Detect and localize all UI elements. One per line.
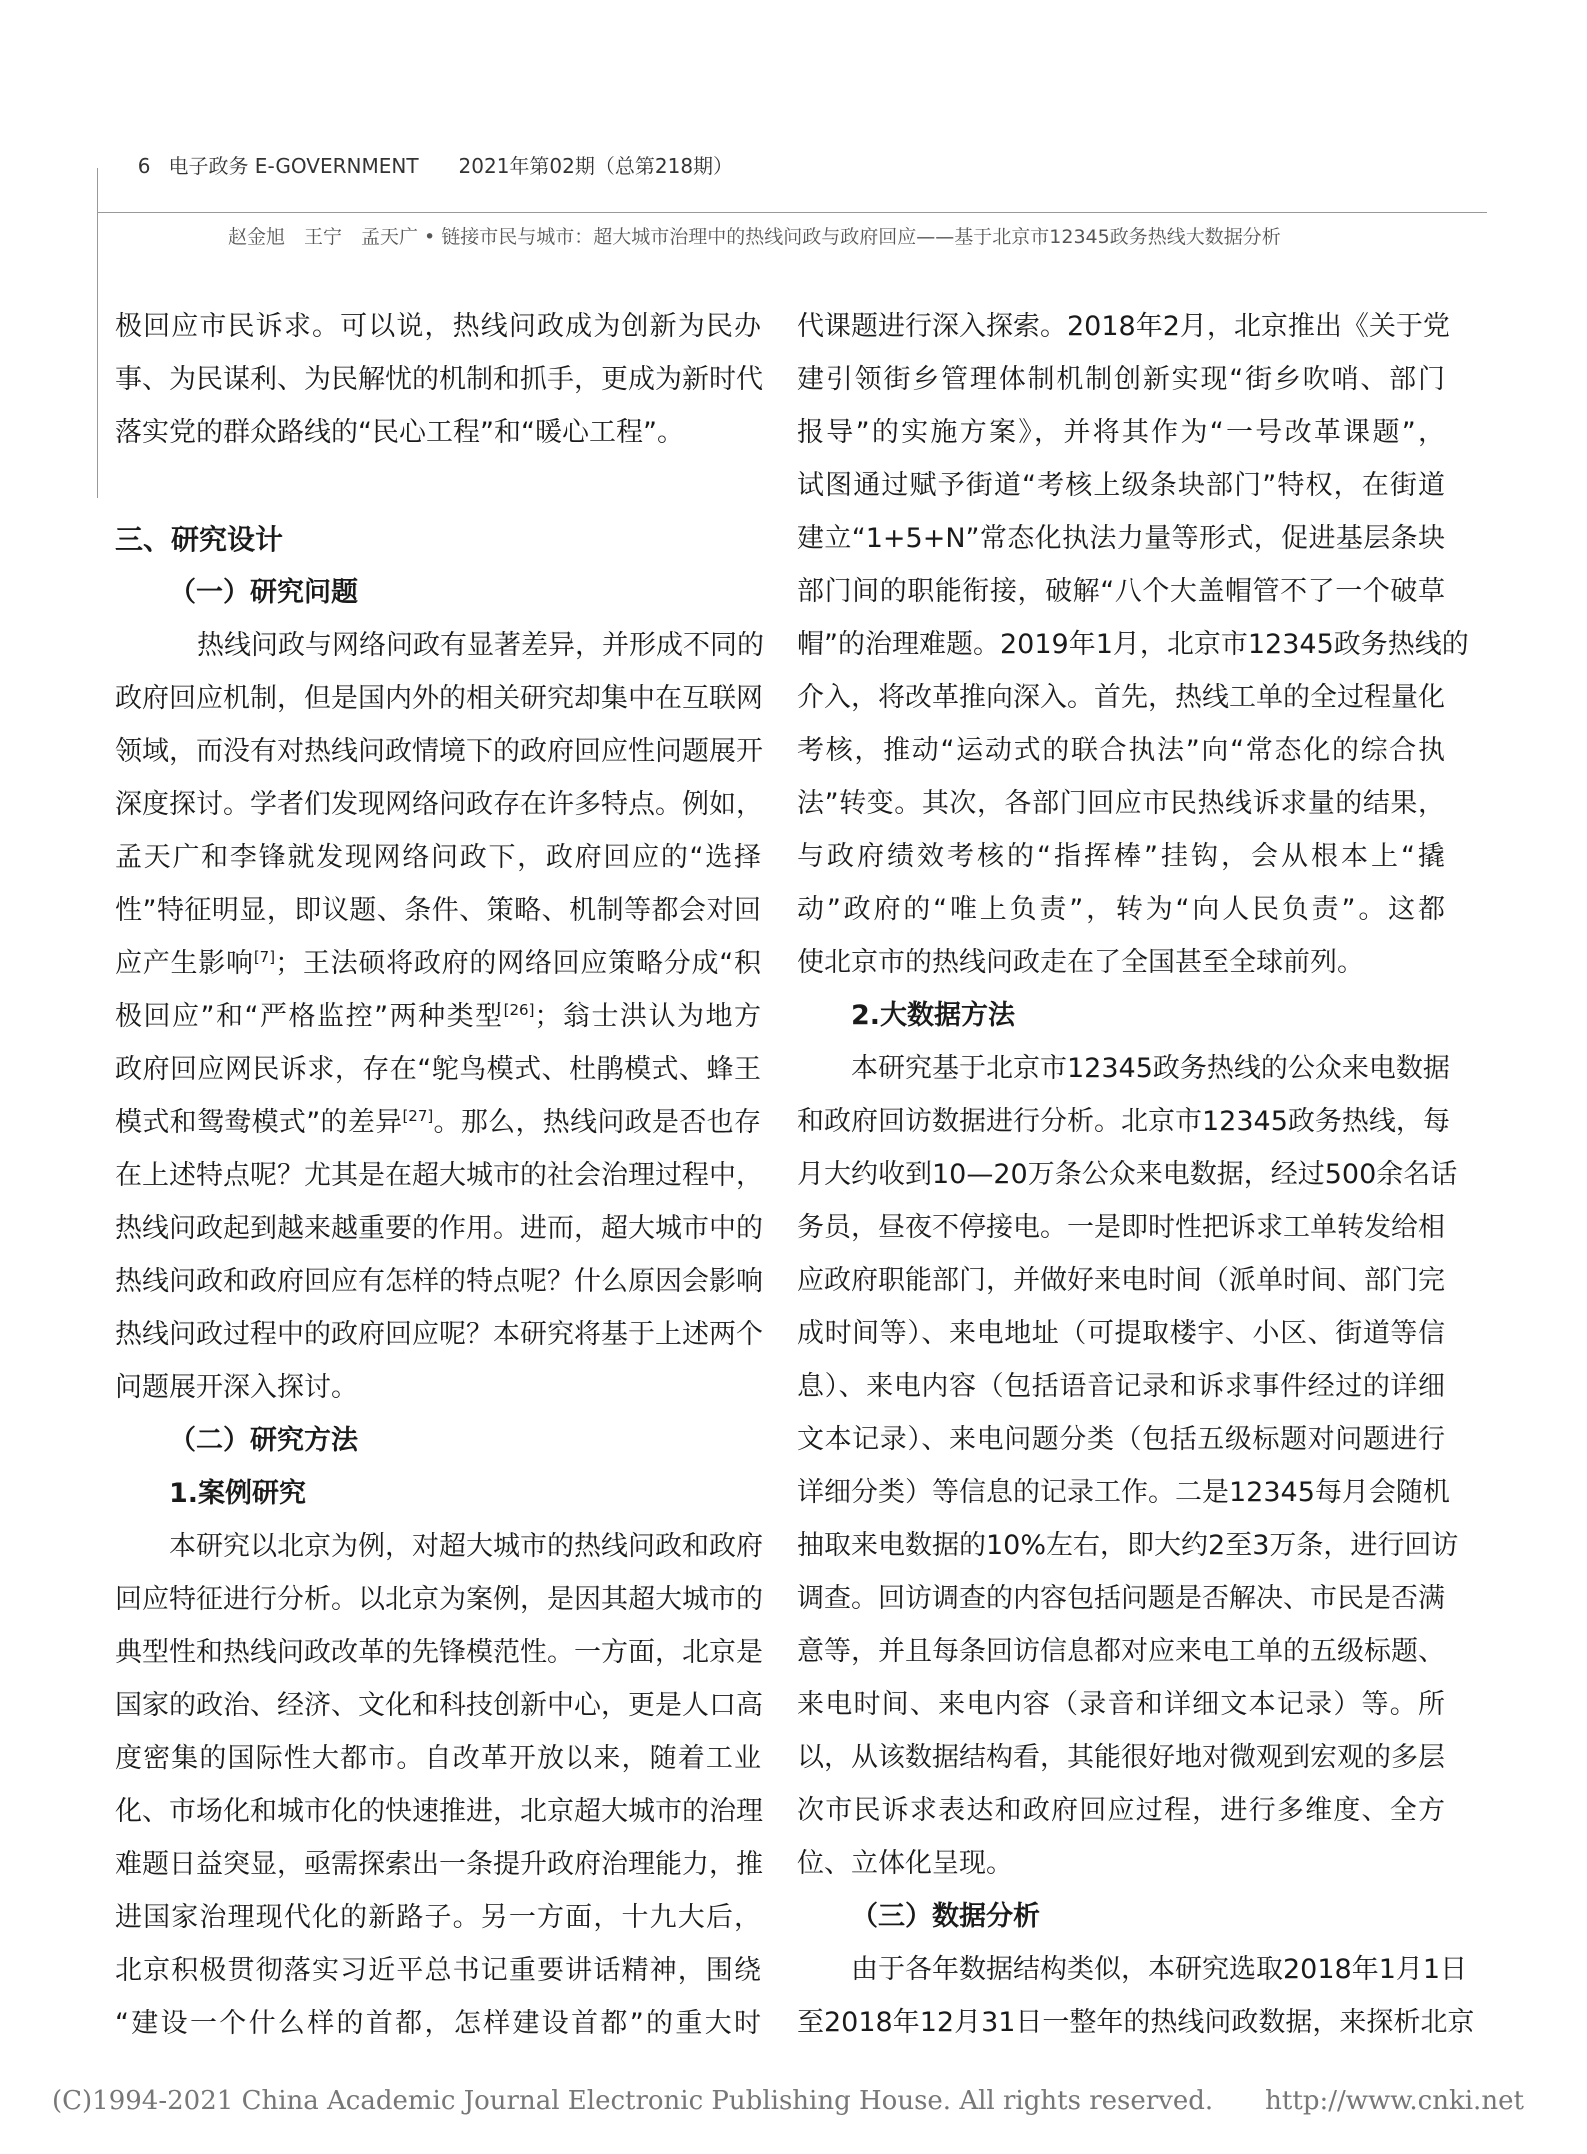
text-line xyxy=(115,1626,761,1679)
text-line xyxy=(115,619,764,672)
line-text: 月大约收到10—20万条公众来电数据，经过500余名话 xyxy=(797,1159,1458,1190)
text-line xyxy=(115,937,761,990)
text-line xyxy=(115,831,761,884)
left-column xyxy=(115,300,764,2050)
text-line xyxy=(797,1413,1445,1466)
text-line xyxy=(115,353,761,406)
citation-ref[interactable]: [7] xyxy=(253,948,276,966)
header-vertical-rule xyxy=(97,168,98,498)
line-text: 领域，而没有对热线问政情境下的政府回应性问题展开 xyxy=(115,736,763,767)
text-line xyxy=(797,618,1469,671)
line-text: 事、为民谋利、为民解忧的机制和抓手，更成为新时代 xyxy=(115,364,763,395)
line-text: 报导”的实施方案》，并将其作为“一号改革课题”， xyxy=(797,417,1445,448)
text-line xyxy=(115,1096,761,1149)
line-text: 模式和鸳鸯模式”的差异 xyxy=(115,1107,403,1138)
text-line xyxy=(797,353,1445,406)
line-text: 使北京市的热线问政走在了全国甚至全球前列。 xyxy=(797,947,1364,978)
copyright-text: (C)1994-2021 China Academic Journal Electronic Publishing House. All rights reserved. xyxy=(52,2086,1214,2116)
section-gap xyxy=(115,459,761,513)
text-line xyxy=(797,1996,1475,2049)
text-line xyxy=(115,884,761,937)
text-line xyxy=(115,990,761,1043)
line-text: 次市民诉求表达和政府回应过程，进行多维度、全方 xyxy=(797,1795,1445,1826)
line-text: 应政府职能部门，并做好来电时间（派单时间、部门完 xyxy=(797,1265,1445,1296)
line-text: 意等，并且每条回访信息都对应来电工单的五级标题、 xyxy=(797,1636,1445,1667)
line-text: 本研究基于北京市12345政务热线的公众来电数据 xyxy=(851,1053,1450,1084)
text-line xyxy=(797,1148,1458,1201)
line-text: 文本记录）、来电问题分类（包括五级标题对问题进行 xyxy=(797,1424,1445,1455)
line-text: 北京积极贯彻落实习近平总书记重要讲话精神，围绕 xyxy=(115,1955,761,1986)
line-text: 来电时间、来电内容（录音和详细文本记录）等。所 xyxy=(797,1689,1445,1720)
line-text: 部门间的职能衔接，破解“八个大盖帽管不了一个破草 xyxy=(797,576,1445,607)
line-text: 成时间等）、来电地址（可提取楼宇、小区、街道等信 xyxy=(797,1318,1445,1349)
line-text: 孟天广和李锋就发现网络问政下，政府回应的“选择 xyxy=(115,842,761,873)
line-text: 试图通过赋予街道“考核上级条块部门”特权，在街道 xyxy=(797,470,1445,501)
line-text: 帽”的治理难题。2019年1月，北京市12345政务热线的 xyxy=(797,629,1469,660)
line-text: 调查。回访调查的内容包括问题是否解决、市民是否满 xyxy=(797,1583,1445,1614)
line-text: 回应特征进行分析。以北京为案例，是因其超大城市的 xyxy=(115,1584,763,1615)
line-text: 与政府绩效考核的“指挥棒”挂钩，会从根本上“撬 xyxy=(797,841,1445,872)
line-text-after: ；王法硕将政府的网络回应策略分成“积 xyxy=(275,948,761,979)
text-line xyxy=(797,459,1445,512)
line-text: 深度探讨。学者们发现网络问政存在许多特点。例如， xyxy=(115,789,763,820)
line-text: 在上述特点呢？尤其是在超大城市的社会治理过程中， xyxy=(115,1160,763,1191)
text-line xyxy=(115,1202,761,1255)
text-line xyxy=(115,1361,761,1414)
line-text: 问题展开深入探讨。 xyxy=(115,1372,358,1403)
line-text: 由于各年数据结构类似，本研究选取2018年1月1日 xyxy=(851,1954,1468,1985)
line-text: 极回应”和“严格监控”两种类型 xyxy=(115,1001,504,1032)
line-text: 性”特征明显，即议题、条件、策略、机制等都会对回 xyxy=(115,895,761,926)
line-text: 国家的政治、经济、文化和科技创新中心，更是人口高 xyxy=(115,1690,763,1721)
text-line xyxy=(797,1678,1445,1731)
line-text: 和政府回访数据进行分析。北京市12345政务热线，每 xyxy=(797,1106,1450,1137)
line-text: 建立“1+5+N”常态化执法力量等形式，促进基层条块 xyxy=(797,523,1445,554)
text-line xyxy=(797,565,1445,618)
copyright-footer xyxy=(52,2080,1524,2117)
text-line xyxy=(115,1732,761,1785)
line-text: 政府回应网民诉求，存在“鸵鸟模式、杜鹃模式、蜂王 xyxy=(115,1054,761,1085)
line-text: 建引领街乡管理体制机制创新实现“街乡吹哨、部门 xyxy=(797,364,1445,395)
text-line xyxy=(797,1784,1445,1837)
text-line xyxy=(797,1625,1445,1678)
line-text: “建设一个什么样的首都，怎样建设首都”的重大时 xyxy=(115,2008,761,2039)
page-number: 6 xyxy=(137,154,151,178)
journal-header xyxy=(125,126,733,179)
text-line xyxy=(115,1573,761,1626)
line-text: 考核，推动“运动式的联合执法”向“常态化的综合执 xyxy=(797,735,1445,766)
line-text: 度密集的国际性大都市。自改革开放以来，随着工业 xyxy=(115,1743,761,1774)
section-heading: 三、研究设计 xyxy=(115,523,284,556)
subsection-heading: （三）数据分析 xyxy=(851,1901,1040,1932)
text-line xyxy=(797,830,1445,883)
text-line xyxy=(797,1943,1468,1996)
text-line xyxy=(797,1572,1445,1625)
text-line xyxy=(797,724,1445,777)
header-horizontal-rule xyxy=(97,212,1487,213)
text-line xyxy=(115,1043,761,1096)
citation-ref[interactable]: [27] xyxy=(402,1107,434,1125)
line-text: 热线问政过程中的政府回应呢？本研究将基于上述两个 xyxy=(115,1319,763,1350)
text-line xyxy=(797,406,1445,459)
text-line xyxy=(797,1095,1450,1148)
text-line xyxy=(115,1997,761,2050)
line-text: 动”政府的“唯上负责”，转为“向人民负责”。这都 xyxy=(797,894,1445,925)
line-text: 代课题进行深入探索。2018年2月，北京推出《关于党 xyxy=(797,311,1450,342)
subsection-heading: 1.案例研究 xyxy=(169,1478,307,1509)
line-text: 法”转变。其次，各部门回应市民热线诉求量的结果， xyxy=(797,788,1445,819)
text-line xyxy=(115,1891,761,1944)
line-text: 化、市场化和城市化的快速推进，北京超大城市的治理 xyxy=(115,1796,763,1827)
line-text: 位、立体化呈现。 xyxy=(797,1848,1013,1879)
text-line xyxy=(797,671,1445,724)
line-text: 进国家治理现代化的新路子。另一方面，十九大后， xyxy=(115,1902,761,1933)
journal-name: 电子政务 E-GOVERNMENT xyxy=(168,154,419,178)
text-line xyxy=(797,1360,1445,1413)
text-line xyxy=(797,883,1445,936)
line-text: 息）、来电内容（包括语音记录和诉求事件经过的详细 xyxy=(797,1371,1445,1402)
line-text: 务员，昼夜不停接电。一是即时性把诉求工单转发给相 xyxy=(797,1212,1445,1243)
text-line xyxy=(797,1307,1445,1360)
issue-info: 2021年第02期（总第218期） xyxy=(458,154,734,178)
text-line xyxy=(115,1520,761,1573)
text-line xyxy=(797,1466,1450,1519)
text-line xyxy=(115,725,761,778)
text-line xyxy=(115,778,761,831)
subsection-heading: （一）研究问题 xyxy=(169,577,358,608)
text-line xyxy=(797,1201,1445,1254)
text-line xyxy=(115,672,761,725)
line-text: 应产生影响 xyxy=(115,948,254,979)
subsection-heading: （二）研究方法 xyxy=(169,1425,358,1456)
line-text-after: 。那么，热线问政是否也存 xyxy=(433,1107,761,1138)
line-text: 详细分类）等信息的记录工作。二是12345每月会随机 xyxy=(797,1477,1450,1508)
text-line xyxy=(115,406,761,459)
line-text: 落实党的群众路线的“民心工程”和“暖心工程”。 xyxy=(115,417,684,448)
line-text: 抽取来电数据的10%左右，即大约2至3万条，进行回访 xyxy=(797,1530,1459,1561)
text-line xyxy=(797,1731,1445,1784)
line-text: 至2018年12月31日一整年的热线问政数据，来探析北京 xyxy=(797,2007,1475,2038)
subsection-heading: 2.大数据方法 xyxy=(851,1000,1016,1031)
line-text: 热线问政与网络问政有显著差异，并形成不同的 xyxy=(197,630,764,661)
text-line xyxy=(115,1785,761,1838)
right-column xyxy=(797,300,1475,2049)
text-line xyxy=(797,512,1445,565)
citation-ref[interactable]: [26] xyxy=(503,1001,535,1019)
text-line xyxy=(115,1149,761,1202)
text-line xyxy=(115,1838,761,1891)
line-text: 典型性和热线问政改革的先锋模范性。一方面，北京是 xyxy=(115,1637,763,1668)
text-line xyxy=(797,1254,1445,1307)
text-line xyxy=(797,777,1445,830)
text-line xyxy=(797,1042,1450,1095)
text-line xyxy=(115,1255,761,1308)
text-line xyxy=(115,300,761,353)
line-text: 极回应市民诉求。可以说，热线问政成为创新为民办 xyxy=(115,311,761,342)
line-text: 介入，将改革推向深入。首先，热线工单的全过程量化 xyxy=(797,682,1445,713)
text-line xyxy=(797,300,1450,353)
line-text: 政府回应机制，但是国内外的相关研究却集中在互联网 xyxy=(115,683,763,714)
text-line xyxy=(115,1308,761,1361)
cnki-url[interactable]: http://www.cnki.net xyxy=(1265,2086,1524,2116)
running-title: 赵金旭 王宁 孟天广 • 链接市民与城市：超大城市治理中的热线问政与政府回应——基于北京市12345政务热线大数据分析 xyxy=(228,226,1281,248)
text-line xyxy=(115,1679,761,1732)
text-line xyxy=(115,1944,761,1997)
line-text: 本研究以北京为例，对超大城市的热线问政和政府 xyxy=(169,1531,763,1562)
line-text: 热线问政和政府回应有怎样的特点呢？什么原因会影响 xyxy=(115,1266,763,1297)
line-text-after: ；翁士洪认为地方 xyxy=(534,1001,761,1032)
text-line xyxy=(797,1837,1445,1890)
line-text: 难题日益突显，亟需探索出一条提升政府治理能力，推 xyxy=(115,1849,763,1880)
text-line xyxy=(797,1519,1459,1572)
line-text: 热线问政起到越来越重要的作用。进而，超大城市中的 xyxy=(115,1213,763,1244)
text-line xyxy=(797,936,1445,989)
line-text: 以，从该数据结构看，其能很好地对微观到宏观的多层 xyxy=(797,1742,1445,1773)
